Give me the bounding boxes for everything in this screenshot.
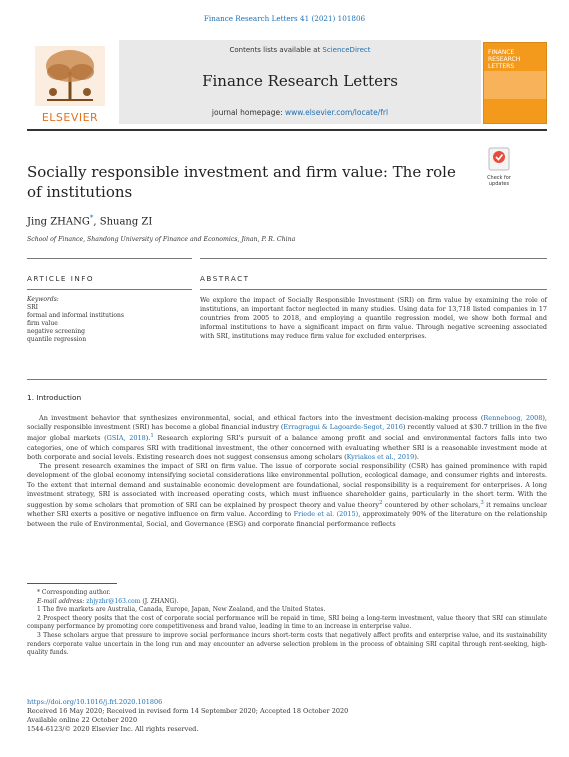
- paragraph: [27, 462, 547, 529]
- footnote: [27, 598, 547, 607]
- homepage-line: [119, 108, 481, 117]
- text-run: ) recently valued at $30.7 trillion in the five major global markets (: [27, 423, 547, 443]
- article-title: Socially responsible investment and firm value: The role of institutions: [27, 163, 456, 201]
- text-run: ), socially responsible investment (SRI) has become a global financial industry (: [27, 414, 547, 432]
- corresponding-mark[interactable]: *: [89, 214, 94, 222]
- journal-banner: [119, 40, 481, 124]
- journal-name: Finance Research Letters: [202, 72, 398, 90]
- footnote-ref[interactable]: 2: [379, 499, 383, 506]
- citation-link[interactable]: GSIA, 2018: [106, 434, 146, 443]
- contents-prefix: Contents lists available at: [229, 46, 323, 54]
- header-rule: [27, 129, 547, 131]
- abstract-text: We explore the impact of Socially Responsible Investment (SRI) on firm value by examining the role of institutions, an important factor neglected in many studies. Using data for 13,718 listed companies in 17 countries from 2005 to 2018, and employing a quantile regression model, we show both formal and informal institutions to have a significant impact on firm value. Through negative screening associated with SRI, institutions may reduce firm value for excluded enterprises.: [200, 296, 547, 341]
- text-run: An investment behavior that synthesizes environmental, social, and ethical factors into the investment decision-making process (: [39, 414, 484, 422]
- text-run: The present research examines the impact of SRI on firm value. The issue of corporate social responsibility (CSR) has gained prominence with rapid development of the global economy intensifying societal considerations like environmental pollution, ecological damage, and consumer rights and interests. To the extent that internal demand and sustainable economic development are foundational, social responsibility is a requirement for enterprises. A long investment strategy, SRI is associated with increased operating costs, which must influence shareholder gains, particularly in the short term. With the suggestion by some scholars that promotion of SRI can be explained by prospect theory and value theory: [27, 462, 547, 510]
- journal-cover-thumbnail[interactable]: [483, 42, 547, 124]
- abstract-heading: ABSTRACT: [200, 274, 250, 283]
- homepage-link[interactable]: www.elsevier.com/locate/frl: [285, 108, 389, 117]
- section-heading: 1. Introduction: [27, 393, 82, 402]
- footnote: 1 The five markets are Australia, Canada, Europe, Japan, New Zealand, and the United States.: [37, 606, 326, 614]
- keyword: quantile regression: [27, 336, 87, 343]
- publication-info: [27, 698, 547, 734]
- keyword: SRI: [27, 304, 38, 311]
- check-updates-label: Check for updates: [487, 175, 511, 187]
- publisher-name: ELSEVIER: [41, 111, 99, 124]
- email-label: E-mail address:: [37, 597, 87, 605]
- footnote-ref[interactable]: 1: [150, 433, 154, 440]
- dates: Received 16 May 2020; Received in revised form 14 September 2020; Accepted 18 October 2020: [27, 707, 349, 715]
- check-updates-icon: [488, 147, 510, 171]
- footnote: * Corresponding author.: [37, 589, 111, 596]
- available-online: Available online 22 October 2020: [27, 716, 138, 724]
- contents-line: [119, 46, 481, 54]
- text-run: ).: [414, 452, 419, 461]
- keywords-block: [27, 296, 192, 344]
- text-run: ).: [145, 434, 151, 443]
- text-run: Research exploring SRI's pursuit of a balance among profit and social and environmental factors falls into two categories, one of which compares SRI with traditional investment, the other concerned with evaluating whether SRI is a reasonable investment mode at both corporate and social levels. Existing research does not suggest consensus among scholars (: [27, 434, 547, 461]
- homepage-prefix: journal homepage:: [211, 108, 286, 117]
- tree-logo-icon: [27, 42, 113, 108]
- article-info-heading: ARTICLE INFO: [27, 274, 95, 283]
- divider: [27, 379, 547, 380]
- divider: [27, 258, 192, 259]
- text-run: it remains unclear whether SRI exerts a positive or negative influence on firm value. According to: [27, 501, 547, 519]
- text-run: countered by other scholars,: [382, 501, 481, 510]
- keywords-label: Keywords:: [27, 296, 59, 303]
- footnote-rule: [27, 583, 117, 584]
- body-text: [27, 414, 547, 529]
- keyword: negative screening: [27, 328, 85, 335]
- author-list: [27, 214, 152, 227]
- footnotes: [27, 589, 547, 658]
- citation-link[interactable]: Kyriakos et al., 2019: [346, 452, 415, 461]
- footnote: 2 Prospect theory posits that the cost of corporate social performance will be repaid in time, SRI being a long-term investment, value theory that SRI can stimulate company performance by promoting core competitiveness and brand value, leading in time to an increase in enterprise value.: [27, 614, 547, 631]
- author-name[interactable]: Shuang ZI: [99, 216, 153, 228]
- footnote: 3 These scholars argue that pressure to improve social performance incurs short-term costs that negatively affect profits and enterprise value, and its sustainability renders corporate value uncertain in the long run and may encounter an adverse selection problem in the process of obtaining SRI capital through rent-seeking, high-quality funds.: [27, 631, 547, 657]
- divider: [200, 289, 547, 290]
- keyword: firm value: [27, 320, 58, 327]
- elsevier-logo[interactable]: [27, 42, 113, 124]
- affiliation: School of Finance, Shandong University of Finance and Economics, Jinan, P. R. China: [27, 236, 296, 243]
- citation-link[interactable]: Friede et al. (2015): [293, 510, 359, 519]
- author-separator: ,: [93, 216, 100, 228]
- footnote-ref[interactable]: 3: [480, 499, 484, 506]
- divider: [27, 289, 192, 290]
- keyword: formal and informal institutions: [27, 312, 124, 319]
- email-link[interactable]: zhjyzhr@163.com: [86, 597, 141, 605]
- sciencedirect-link[interactable]: ScienceDirect: [322, 46, 371, 54]
- doi-link[interactable]: https://doi.org/10.1016/j.frl.2020.101806: [27, 698, 163, 706]
- copyright: 1544-6123/© 2020 Elsevier Inc. All rights reserved.: [27, 725, 199, 733]
- divider: [200, 258, 547, 259]
- citation-link[interactable]: Renneboog, 2008: [483, 414, 543, 422]
- citation-link[interactable]: Erragragui & Lagoarde-Segot, 2016: [283, 423, 403, 432]
- email-suffix: (J. ZHANG).: [140, 597, 179, 605]
- paragraph: [27, 414, 547, 462]
- text-run: , approximately 90% of the literature on the relationship between the rule of Environmental, Social, and Governance (ESG) and corporate financial performance reflects: [27, 510, 547, 528]
- check-for-updates-badge[interactable]: [483, 147, 515, 189]
- author-name[interactable]: Jing ZHANG: [27, 216, 90, 228]
- cover-title: FINANCE RESEARCH LETTERS: [488, 49, 521, 70]
- cover-stripe: [484, 71, 546, 99]
- journal-citation[interactable]: Finance Research Letters 41 (2021) 101806: [203, 14, 366, 23]
- masthead: [27, 40, 547, 124]
